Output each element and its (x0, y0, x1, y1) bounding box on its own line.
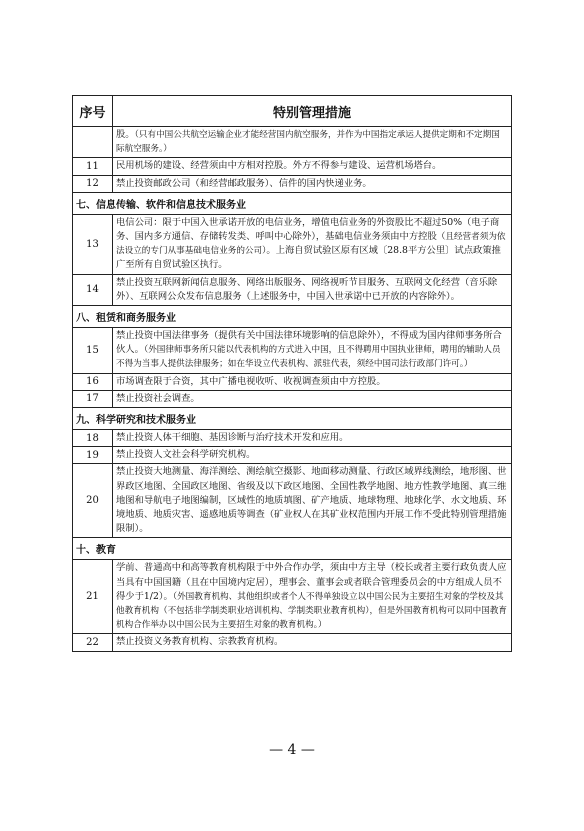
table-row (73, 214, 512, 274)
section-row (73, 192, 512, 214)
measure-main: 民用机场的建设、经营须由中方相对控股。外方不得参与建设、运营机场塔台。 (116, 160, 442, 172)
measure-main: 禁止投资大地测量、海洋测绘、测绘航空摄影、地面移动测量、行政区域界线测绘，地形图、世界政区地图、全国政区地图、省级及以下政区地图、全国性教学地图、地方性教学地图、真三维地图和导航电子地图编制，区域性的地质填图、矿产地质、地球物理、地球化学、水文地质、环境地质、地质灾害、遥感地质等调查（矿业权人在其矿业权范围内开展工作不受此特别管理措施限制）。 (116, 466, 507, 535)
row-number: 14 (73, 274, 113, 305)
measure-main: 禁止投资义务教育机构、宗教教育机构。 (116, 636, 284, 648)
measure-text (113, 373, 512, 390)
table-row (73, 274, 512, 305)
measure-main: 禁止投资社会调查。 (116, 392, 200, 404)
special-measures-table (72, 95, 512, 652)
section-title: 九、科学研究和技术服务业 (73, 408, 512, 430)
measure-main: 学前、普通高中和高等教育机构限于中外合作办学，须由中方主导（校长或者主要行政负责人应当具有中国国籍（且在中国境内定居），理事会、董事会或者联合管理委员会的中方组成人员不得少于1/2）。 (116, 562, 507, 602)
measure-text (113, 390, 512, 407)
measure-main: 禁止投资邮政公司（和经营邮政服务）、信件的国内快递业务。 (116, 177, 372, 189)
row-number: 13 (73, 214, 113, 274)
measure-note: （外国律师事务所只能以代表机构的方式进入中国，且不得聘用中国执业律师，聘用的辅助人员不得为当事人提供法律服务；如在华设立代表机构、派驻代表，须经中国司法行政部门许可。） (116, 345, 501, 370)
table-row (73, 560, 512, 634)
measure-text (113, 464, 512, 538)
measure-text (113, 127, 512, 158)
section-title: 七、信息传输、软件和信息技术服务业 (73, 192, 512, 214)
row-number: 16 (73, 373, 113, 390)
measure-main: 禁止投资人文社会科学研究机构。 (116, 449, 256, 461)
section-title: 八、租赁和商务服务业 (73, 306, 512, 328)
measure-text (113, 447, 512, 464)
measure-text (113, 175, 512, 192)
measure-main: 电信公司：限于中国入世承诺开放的电信业务，增值电信业务的外资股比不超过50%（电子商务、国内多方通信、存储转发类、呼叫中心除外），基础电信业务须由中方控股 (116, 216, 500, 243)
table-row (73, 390, 512, 407)
measure-note: （只有中国公共航空运输企业才能经营国内航空服务，并作为中国指定承运人提供定期和不定期国际航空服务。） (116, 130, 500, 155)
measure-main: 禁止投资互联网新闻信息服务、网络出版服务、网络视听节目服务、互联网文化经营（音乐除外）、互联网公众发布信息服务（上述服务中，中国入世承诺中已开放的内容除外）。 (116, 276, 498, 302)
row-number: 19 (73, 447, 113, 464)
table-body (73, 127, 512, 652)
row-number: 22 (73, 634, 113, 651)
measure-text (113, 560, 512, 634)
measure-note: （外国教育机构、其他组织或者个人不得单独设立以中国公民为主要招生对象的学校及其他教育机构（不包括非学制类职业培训机构、学制类职业教育机构），但是外国教育机构可以同中国教育机构合作举办以中国公民为主要招生对象的教育机构。） (116, 591, 508, 631)
header-measures: 特别管理措施 (113, 96, 512, 127)
row-number: 15 (73, 328, 113, 374)
section-title: 十、教育 (73, 538, 512, 560)
row-number: 11 (73, 158, 113, 175)
section-row (73, 408, 512, 430)
measure-note: （且经营者须为依法设立的专门从事基础电信业务的公司） (116, 232, 506, 257)
table-row (73, 430, 512, 447)
row-number: 12 (73, 175, 113, 192)
table-header-row (73, 96, 512, 127)
measure-text (113, 214, 512, 274)
section-row (73, 538, 512, 560)
measure-main: 股。 (116, 129, 135, 140)
section-row (73, 306, 512, 328)
row-number: 21 (73, 560, 113, 634)
measure-text (113, 274, 512, 305)
measure-tail: 。上海自贸试验区原有区域〔28.8平方公里〕试点政策推广至所有自贸试验区执行。 (116, 245, 501, 271)
measure-text (113, 158, 512, 175)
table-row (73, 373, 512, 390)
row-number: 18 (73, 430, 113, 447)
row-number: 20 (73, 464, 113, 538)
table-row (73, 634, 512, 651)
row-number (73, 127, 113, 158)
table-row (73, 328, 512, 374)
table-row (73, 464, 512, 538)
measure-main: 市场调查限于合资，其中广播电视收听、收视调查须由中方控股。 (116, 375, 386, 387)
measure-text (113, 634, 512, 651)
table-row (73, 158, 512, 175)
measure-text (113, 328, 512, 374)
table-row (73, 175, 512, 192)
measure-main: 禁止投资中国法律事务（提供有关中国法律环境影响的信息除外），不得成为国内律师事务所合伙人。 (116, 330, 502, 356)
table-row (73, 127, 512, 158)
page-number: — 4 — (269, 742, 315, 758)
measure-text (113, 430, 512, 447)
row-number: 17 (73, 390, 113, 407)
header-seq: 序号 (73, 96, 113, 127)
table-row (73, 447, 512, 464)
measure-main: 禁止投资人体干细胞、基因诊断与治疗技术开发和应用。 (116, 432, 349, 444)
